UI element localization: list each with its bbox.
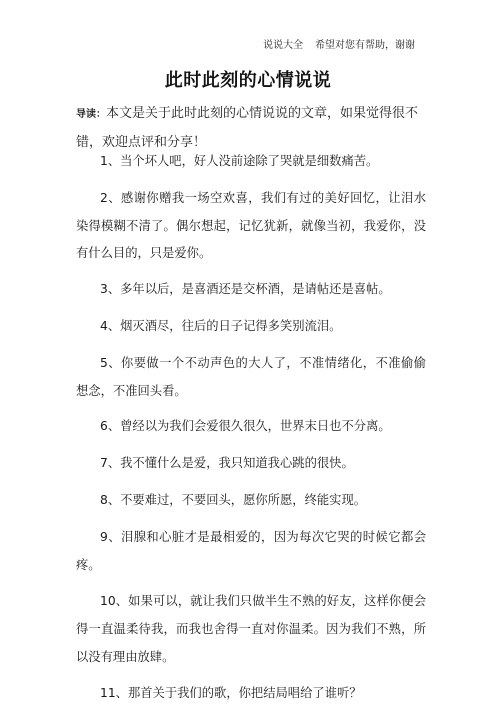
header-site-name: 说说大全 xyxy=(263,40,303,51)
quote-item: 11、那首关于我们的歌，你把结局唱给了谁听？ xyxy=(100,685,362,700)
quote-item: 6、曾经以为我们会爱很久很久，世界末日也不分离。 xyxy=(100,419,391,434)
header-thanks-text: 希望对您有帮助，谢谢 xyxy=(315,40,415,51)
quote-item: 10、如果可以，就让我们只做半生不熟的好友，这样你便会得一直温柔待我，而我也舍得一直对你温柔。因为我们不熟，所以没有理由放肆。 xyxy=(76,594,426,664)
quote-item: 9、泪腺和心脏才是最相爱的，因为每次它哭的时候它都会疼。 xyxy=(76,529,426,572)
intro-text: 本文是关于此时此刻的心情说说的文章，如果觉得很不错，欢迎点评和分享！ xyxy=(76,106,419,150)
quote-item: 8、不要难过，不要回头，愿你所愿，终能实现。 xyxy=(100,492,367,507)
quote-item: 4、烟灭酒尽，往后的日子记得多笑别流泪。 xyxy=(100,318,342,333)
quote-item: 3、多年以后，是喜酒还是交杯酒，是请帖还是喜帖。 xyxy=(100,282,391,297)
intro-lead-label: 导读： xyxy=(76,109,106,120)
quote-item: 5、你要做一个不动声色的大人了，不准情绪化，不准偷偷想念，不准回头看。 xyxy=(76,355,426,398)
quote-item: 2、感谢你赠我一场空欢喜，我们有过的美好回忆，让泪水染得模糊不清了。偶尔想起，记忆犹新，就像当初，我爱你，没有什么目的，只是爱你。 xyxy=(76,190,426,261)
quote-item: 7、我不懂什么是爱，我只知道我心跳的很快。 xyxy=(100,456,354,471)
page-header xyxy=(263,36,415,51)
quote-list xyxy=(76,148,426,717)
page-title: 此时此刻的心情说说 xyxy=(164,70,332,91)
quote-item: 1、当个坏人吧，好人没前途除了哭就是细数痛苦。 xyxy=(100,154,379,168)
